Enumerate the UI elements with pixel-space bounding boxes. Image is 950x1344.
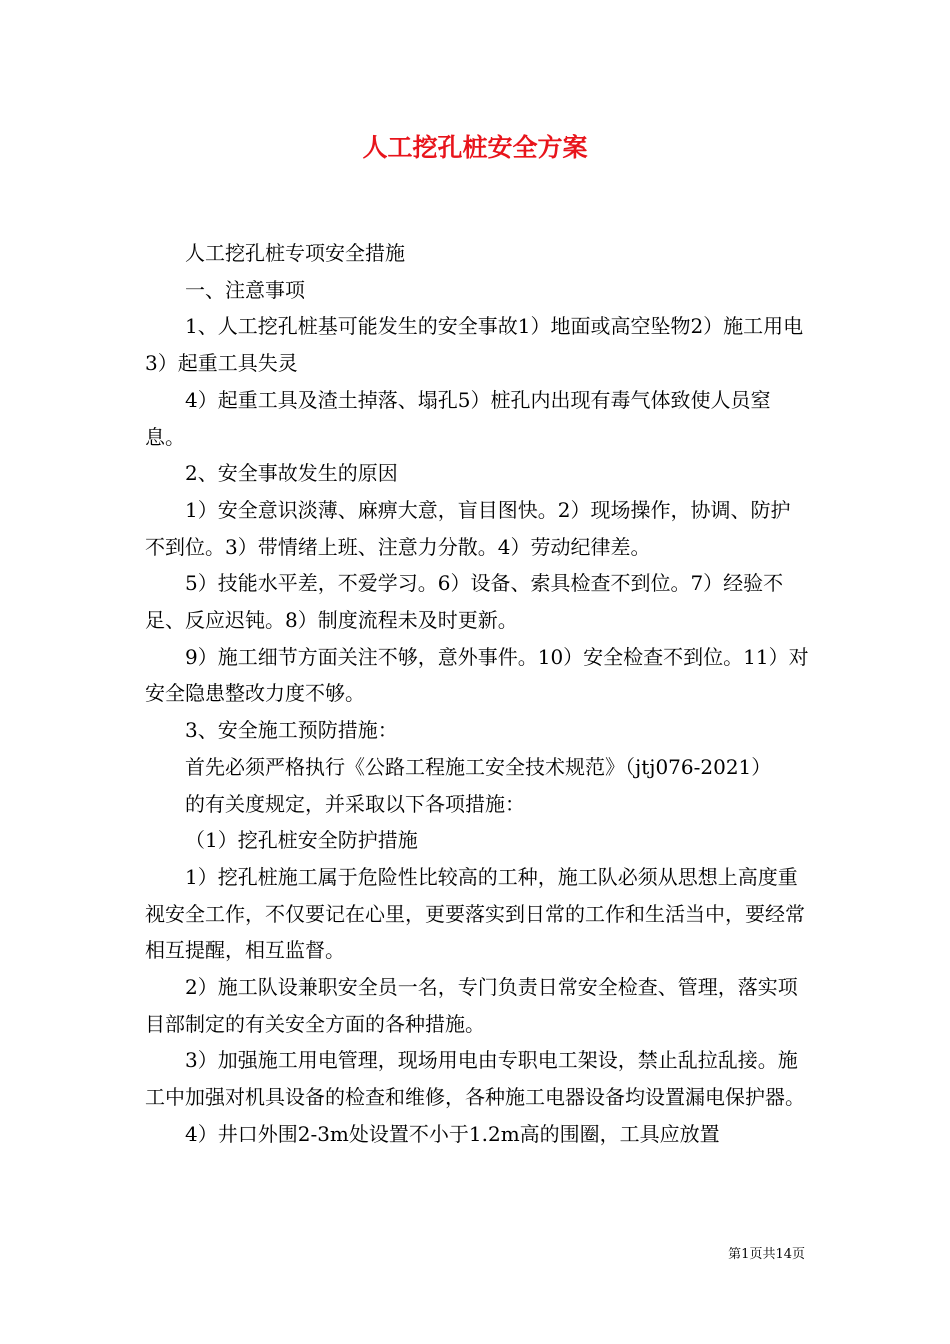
paragraph: 9）施工细节方面关注不够，意外事件。10）安全检查不到位。11）对安全隐患整改力度不够。 <box>145 644 809 706</box>
paragraph: 3）加强施工用电管理，现场用电由专职电工架设，禁止乱拉乱接。施工中加强对机具设备的检查和维修，各种施工电器设备均设置漏电保护器。 <box>145 1048 805 1110</box>
paragraph-subheading: 3、安全施工预防措施： <box>185 718 398 743</box>
document-body <box>145 235 810 1153</box>
paragraph: 4）起重工具及渣土掉落、塌孔5）桩孔内出现有毒气体致使人员窒息。 <box>145 387 771 449</box>
paragraph: 5）技能水平差，不爱学习。6）设备、索具检查不到位。7）经验不足、反应迟钝。8）制度流程未及时更新。 <box>145 571 784 633</box>
paragraph: 4）井口外围2-3m处设置不小于1.2m高的围圈，工具应放置 <box>185 1121 720 1146</box>
paragraph-section-heading: 一、注意事项 <box>185 277 305 302</box>
paragraph-subheading: 2、安全事故发生的原因 <box>185 461 398 486</box>
paragraph: 的有关度规定，并采取以下各项措施： <box>185 791 525 816</box>
paragraph: 1）安全意识淡薄、麻痹大意，盲目图快。2）现场操作，协调、防护不到位。3）带情绪上班、注意力分散。4）劳动纪律差。 <box>145 497 791 559</box>
paragraph: 2）施工队设兼职安全员一名，专门负责日常安全检查、管理，落实项目部制定的有关安全方面的各种措施。 <box>145 975 798 1036</box>
document-title: 人工挖孔桩安全方案 <box>362 133 588 162</box>
paragraph: 首先必须严格执行《公路工程施工安全技术规范》（jtj076-2021） <box>185 754 772 779</box>
page-number: 第1页共14页 <box>728 1247 805 1262</box>
paragraph: 1、人工挖孔桩基可能发生的安全事故1）地面或高空坠物2）施工用电3）起重工具失灵 <box>145 314 804 376</box>
paragraph: 1）挖孔桩施工属于危险性比较高的工种，施工队必须从思想上高度重视安全工作，不仅要记在心里，更要落实到日常的工作和生活当中，要经常相互提醒，相互监督。 <box>145 864 805 963</box>
paragraph-subtitle: 人工挖孔桩专项安全措施 <box>185 241 405 265</box>
paragraph-subheading: （1）挖孔桩安全防护措施 <box>185 828 418 853</box>
